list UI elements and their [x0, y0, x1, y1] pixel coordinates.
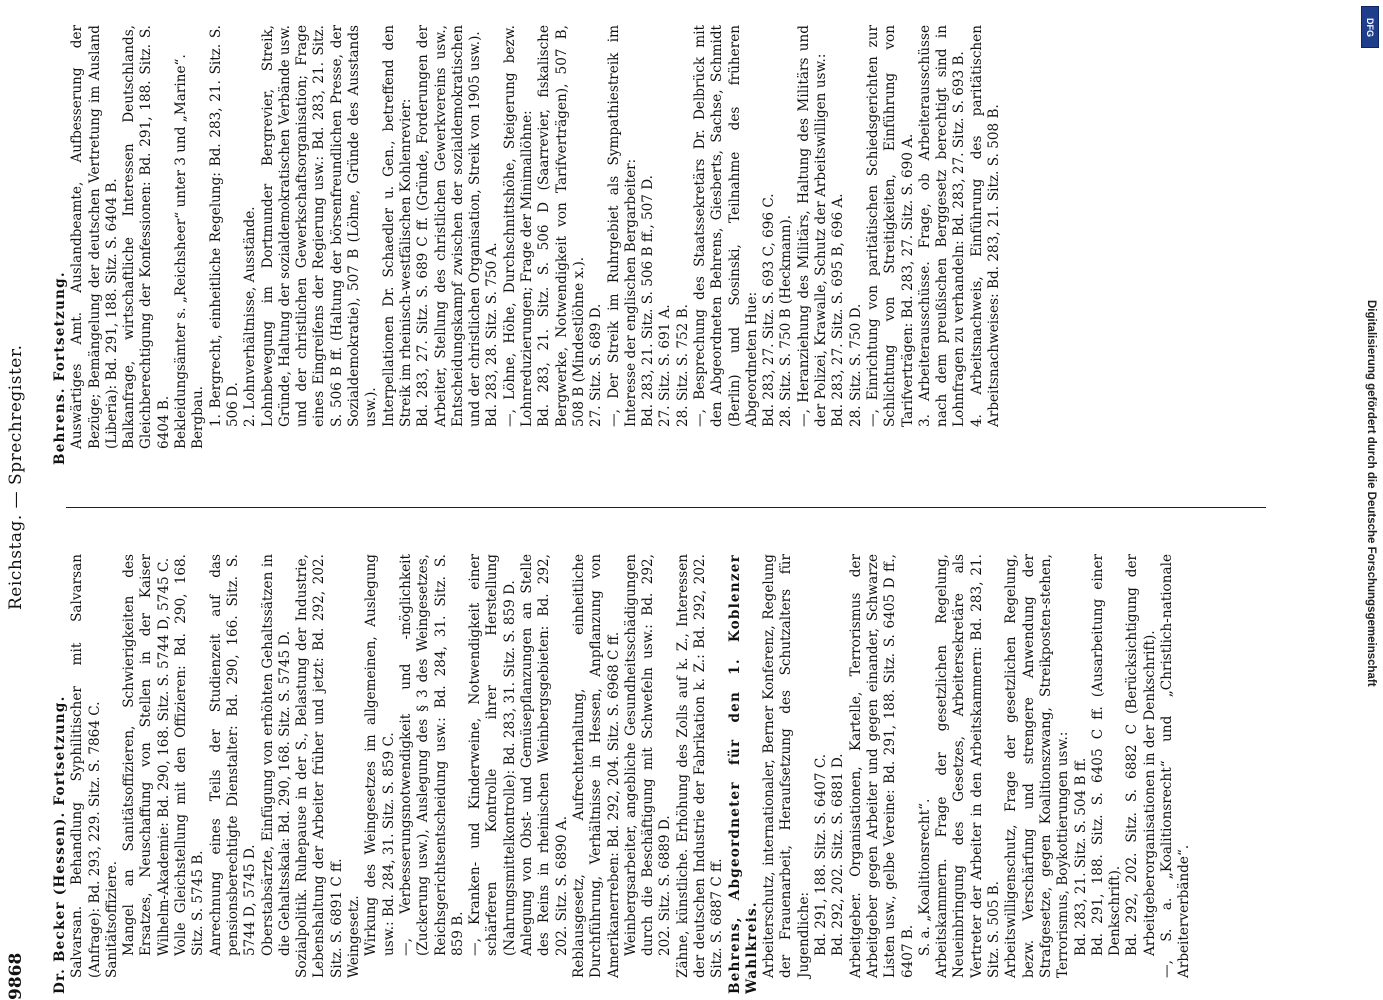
index-entry: 2. Lohnverhältnisse, Ausstände.	[242, 206, 259, 427]
index-entry: 28. Sitz. S. 752 B.	[674, 304, 691, 427]
index-entry: —, Heranziehung des Militärs, Haltung des Militärs und der Polizei, Krawalle, Schutz der Arbeitswilligen usw.:	[795, 25, 830, 427]
index-entry: 28. Sitz. S. 750 D.	[847, 303, 864, 427]
index-entry: —, Einrichtung von paritätischen Schiedsgerichten zur Schlichtung von Streitigkeiten, Einführung von Tarifverträgen: Bd. 283, 27. Sitz. S. 690 A.	[864, 25, 916, 427]
index-column-right	[52, 25, 1302, 465]
index-entry: —, Besprechung des Staatssekretärs Dr. Delbrück mit den Abgeordneten Behrens, Giesberts, Sachse, Schmidt (Berlin) und Sosinski, Teilnahme des früheren Abgeordneten Hue:	[691, 25, 760, 427]
page-number: 9868	[6, 952, 26, 1000]
index-entry: Arbeiterschutz, internationaler, Berner Konferenz, Regelung der Frauenarbeit, Heraufsetzung des Schutzalters für Jugendliche:	[761, 554, 812, 978]
index-entry: Bd. 291, 188. Sitz. S. 6405 C ff. (Ausarbeitung einer Denkschrift).	[1089, 554, 1124, 956]
index-entry: Reblausgesetz, Aufrechterhaltung, einheitliche Durchführung, Verhältnisse in Hessen, Anpflanzung von Amerikanerreben: Bd. 292, 204. Sitz. S. 6968 C ff.	[570, 554, 622, 978]
running-head: Reichstag. — Sprechregister.	[6, 344, 26, 610]
index-entry: Wirkung des Weingesetzes im allgemeinen, Auslegung usw.: Bd. 284, 31. Sitz. S. 859 C.	[363, 554, 397, 956]
index-entry: S. a. „Koalitionsrecht“.	[916, 798, 933, 956]
index-entry: Auswärtiges Amt. Auslandbeamte, Aufbesserung der Bezüge; Bemängelung der deutschen Vertretung im Ausland (Liberia): Bd. 291, 188. Sitz. S. 6404 B.	[69, 25, 120, 449]
dfg-logo: DFG	[1361, 6, 1379, 48]
index-entry: Bd. 283, 21. Sitz. S. 506 D (Saarrevier, fiskalische Bergwerke, Notwendigkeit von Tarifverträgen), 507 B, 508 B (Mindestlöhne x.).	[536, 25, 587, 427]
index-entry: —, Kranken- und Kinderweine, Notwendigkeit einer schärferen Kontrolle ihrer Herstellung (Nahrungsmittelkontrolle): Bd. 283, 31. Sitz. S. 859 D.	[467, 554, 518, 956]
funding-note: Digitalisierung gefördert durch die Deutsche Forschungsgemeinschaft	[1365, 300, 1377, 687]
index-entry: 27. Sitz. S. 691 A.	[657, 304, 674, 427]
index-entry: Bd. 283, 27. Sitz. S. 693 C, 696 C.	[761, 193, 778, 427]
index-entry: Anlegung von Obst- und Gemüsepflanzungen an Stelle des Reins in rheinischen Weinbergsgebieten: Bd. 292, 202. Sitz. S. 6890 A.	[519, 554, 570, 956]
index-entry: Bd. 291, 188. Sitz. S. 6407 C.	[813, 753, 830, 956]
index-entry: Sozialpolitik. Ruhepause in der S., Belastung der Industrie, Lebenshaltung der Arbeiter früher und jetzt: Bd. 292, 202. Sitz. S. 6891 C ff.	[294, 554, 345, 978]
index-entry: Balkanfrage, wirtschaftliche Interessen Deutschlands, Gleichberechtigung der Konfessionen: Bd. 291, 188. Sitz. S. 6404 B.	[121, 25, 172, 449]
index-entry: Bd. 283, 21. Sitz. S. 504 B ff.	[1072, 757, 1089, 956]
index-entry: Anrechnung eines Teils der Studienzeit auf das pensionsberechtigte Dienstalter: Bd. 290, 166. Sitz. S. 5744 D, 5745 D.	[207, 554, 259, 956]
index-entry: 1. Bergrecht, einheitliche Regelung: Bd. 283, 21. Sitz. S. 506 D.	[207, 25, 241, 427]
index-column-left	[52, 554, 1302, 994]
column-divider	[66, 507, 1266, 508]
index-entry: Lohnbewegung im Dortmunder Bergrevier, Streik, Gründe, Haltung der sozialdemokratischen Verbände usw. und der christlichen Gewerkschaftsorganisation; Frage eines Eingreifens der Regierung usw.: Bd. 283, 21. Sitz. S. 506 B ff. (Haltung der börsenfreundlichen Presse, der Sozialdemokratie), 507 B (Löhne, Gründe des Ausstands usw.).	[259, 25, 380, 427]
index-entry: Salvarsan. Behandlung Syphilitischer mit Salvarsan (Anfrage): Bd. 293, 229. Sitz. S. 7864 C.	[69, 554, 103, 978]
index-entry: Bd. 292, 202. Sitz. S. 6881 D.	[830, 753, 847, 956]
index-entry: Bekleidungsämter s. „Reichsheer“ unter 3 und „Marine“.	[173, 54, 190, 449]
index-entry: 28. Sitz. S. 750 B (Heckmann).	[778, 214, 795, 427]
index-heading: Dr. Becker (Hessen). Fortsetzung.	[52, 695, 68, 994]
index-entry: 3. Arbeiterausschüsse. Frage, ob Arbeiterausschüsse nach dem preußischen Berggesetz berechtigt sind in Lohnfragen zu verhandeln: Bd. 283, 27. Sitz. S. 693 B.	[916, 25, 968, 427]
index-entry: Bergbau.	[190, 385, 207, 449]
index-entry: Mangel an Sanitätsoffizieren, Schwierigkeiten des Ersatzes, Neuschaffung von Stellen in der Kaiser Wilhelm-Akademie: Bd. 290, 168. Sitz. S. 5744 D, 5745 C.	[121, 554, 172, 956]
index-entry: Arbeitskammern. Frage der gesetzlichen Regelung, Neueinbringung des Gesetzes, Arbeitersekretäre als Vertreter der Arbeiter in den Arbeitskammern: Bd. 283, 21. Sitz. S. 505 B.	[934, 554, 1003, 978]
index-entry: Weinbergsarbeiter, angebliche Gesundheitsschädigungen durch die Beschäftigung mit Schwefeln usw.: Bd. 292, 202. Sitz. S. 6889 D.	[622, 554, 674, 956]
index-entry: —, Löhne, Höhe, Durchschnittshöhe, Steigerung bezw. Lohnreduzierungen; Frage der Minimallöhne:	[501, 25, 536, 427]
index-entry: Arbeitswilligenschutz, Frage der gesetzlichen Regelung, bezw. Verschärfung und strengere Anwendung der Strafgesetze, gegen Koalitionszwang, Streikposten-stehen, Terrorismus, Boykottierungen usw.:	[1003, 554, 1072, 978]
index-entry: Volle Gleichstellung mit den Offizieren: Bd. 290, 168. Sitz. S. 5745 B.	[173, 554, 207, 956]
index-entry: 27. Sitz. S. 689 D.	[588, 303, 605, 427]
index-heading: Behrens, Abgeordneter für den 1. Koblenzer Wahlkreis.	[726, 554, 760, 994]
index-entry: Zähne, künstliche. Erhöhung des Zolls auf k. Z., Interessen der deutschen Industrie der Fabrikation k. Z.: Bd. 292, 202. Sitz. S. 6887 C ff.	[674, 554, 726, 978]
index-entry: Bd. 283, 27. Sitz. S. 689 C ff. (Gründe, Forderungen der Arbeiter, Stellung des christlichen Gewerkvereins usw., Entscheidungskampf zwischen der sozialdemokratischen und der christlichen Organisation, Streik von 1905 usw.).	[415, 25, 484, 427]
index-entry: Interpellationen Dr. Schaedler u. Gen., betreffend den Streik im rheinisch-westfälischen Kohlenrevier:	[380, 25, 414, 427]
index-entry: —, Der Streik im Ruhrgebiet als Sympathiestreik im Interesse der englischen Bergarbeiter:	[605, 25, 639, 427]
index-entry: —, Verbesserungsnotwendigkeit und -möglichkeit (Zuckerung usw.), Auslegung des § 3 des Weingesetzes, Reichsgerichtsentscheidung usw.: Bd. 284, 31. Sitz. S. 859 B.	[397, 554, 466, 956]
index-entry: Bd. 283, 28. Sitz. S. 750 A.	[484, 242, 501, 427]
index-entry: 4. Arbeitsnachweis, Einführung des paritätischen Arbeitsnachweises: Bd. 283, 21. Sitz. S. 508 B.	[968, 25, 1003, 427]
index-entry: —, S. a. „Koalitionsrecht“ und „Christlich-nationale Arbeiterverbände“.	[1159, 554, 1193, 978]
index-heading: Behrens. Fortsetzung.	[52, 271, 68, 465]
index-entry: Bd. 292, 202. Sitz. S. 6882 C (Berücksichtigung der Arbeitgeberorganisationen in der Denkschrift).	[1124, 554, 1158, 956]
index-entry: Arbeitgeber. Organisationen, Kartelle, Terrorismus der Arbeitgeber gegen Arbeiter und gegen einander, Schwarze Listen usw., gelbe Vereine: Bd. 291, 188. Sitz. S. 6405 D ff., 6407 B.	[847, 554, 916, 978]
index-entry: Oberstabsärzte, Einfügung von erhöhten Gehaltssätzen in die Gehaltsskala: Bd. 290, 168. Sitz. S. 5745 D.	[259, 554, 293, 956]
index-entry: Bd. 283, 27. Sitz. S. 695 B, 696 A.	[830, 193, 847, 427]
index-entry: Bd. 283, 21. Sitz. S. 506 B ff., 507 D.	[640, 175, 657, 427]
index-entry: Sanitätsoffiziere.	[103, 860, 120, 978]
index-entry: Weingesetz.	[346, 895, 363, 978]
